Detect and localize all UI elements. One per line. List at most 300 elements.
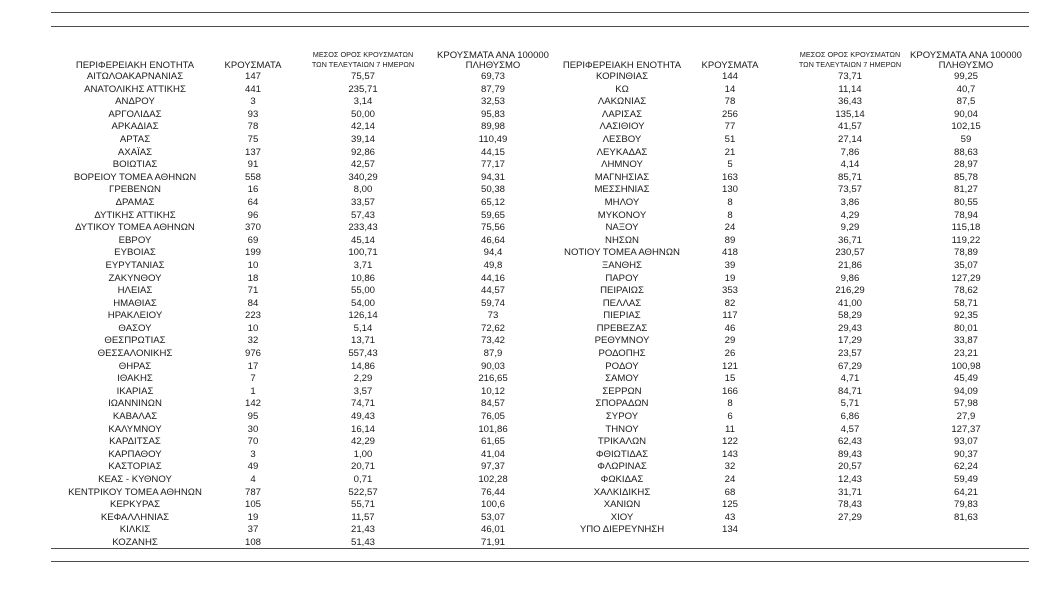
- cell-cases: 71: [247, 285, 259, 297]
- cell-per-100k: 28,97: [953, 159, 978, 171]
- header-per-line1: ΚΡΟΥΣΜΑΤΑ ΑΝΑ 100000: [437, 50, 549, 61]
- cell-region: ΛΕΥΚΑΔΑΣ: [596, 146, 648, 158]
- cell-cases: 17: [247, 360, 259, 372]
- cell-per-100k: 45,49: [953, 373, 978, 385]
- cell-cases: 441: [244, 83, 261, 95]
- cell-region: ΛΑΚΩΝΙΑΣ: [597, 96, 647, 108]
- header-per-line2: ΠΛΗΘΥΣΜΟ: [465, 60, 521, 71]
- cell-cases: 26: [724, 348, 736, 360]
- right-table: [550, 44, 1029, 537]
- cell-per-100k: 81,63: [953, 511, 978, 523]
- table-row: [550, 524, 1029, 537]
- table-row: [53, 398, 550, 411]
- cell-cases: 3: [250, 96, 256, 108]
- cell-region: ΔΥΤΙΚΗΣ ΑΤΤΙΚΗΣ: [94, 209, 176, 221]
- cell-per-100k: 95,83: [480, 108, 505, 120]
- table-row: [550, 147, 1029, 160]
- cell-per-100k: 100,98: [951, 360, 981, 372]
- cell-cases: 18: [247, 272, 259, 284]
- cell-avg-7d: 73,57: [837, 184, 862, 196]
- table-row: [53, 184, 550, 197]
- cell-cases: 16: [247, 184, 259, 196]
- table-row: [550, 159, 1029, 172]
- cell-region: ΘΕΣΣΑΛΟΝΙΚΗΣ: [97, 348, 173, 360]
- cell-avg-7d: 58,29: [837, 310, 862, 322]
- header-per-100k: [433, 51, 553, 71]
- table-row: [53, 461, 550, 474]
- header-avg-line1: ΜΕΣΟΣ ΟΡΟΣ ΚΡΟΥΣΜΑΤΩΝ: [799, 50, 901, 59]
- cell-cases: 134: [721, 524, 738, 536]
- cell-region: ΑΝΑΤΟΛΙΚΗΣ ΑΤΤΙΚΗΣ: [84, 83, 186, 95]
- cell-cases: 147: [244, 71, 261, 82]
- table-row: [550, 222, 1029, 235]
- table-row: [53, 487, 550, 500]
- cell-per-100k: 127,37: [951, 423, 981, 435]
- cell-cases: 418: [721, 247, 738, 259]
- cell-region: ΚΕΑΣ - ΚΥΘΝΟΥ: [98, 474, 172, 485]
- cell-cases: 21: [724, 146, 736, 158]
- cell-avg-7d: 54,00: [350, 297, 375, 309]
- cell-region: ΦΘΙΩΤΙΔΑΣ: [595, 448, 649, 460]
- cell-avg-7d: 216,29: [835, 285, 865, 297]
- cell-cases: 143: [721, 448, 738, 460]
- table-row: [550, 323, 1029, 336]
- cell-avg-7d: 74,71: [350, 398, 375, 410]
- cell-region: ΕΥΡΥΤΑΝΙΑΣ: [105, 259, 165, 271]
- cell-region: ΠΙΕΡΙΑΣ: [603, 310, 641, 322]
- cell-avg-7d: 4,57: [840, 423, 860, 435]
- cell-avg-7d: 6,86: [840, 411, 860, 423]
- cell-per-100k: 46,64: [480, 234, 505, 246]
- cell-per-100k: 84,57: [480, 398, 505, 410]
- cell-per-100k: 102,15: [951, 121, 981, 133]
- cell-cases: 30: [247, 423, 259, 435]
- cell-cases: 10: [247, 322, 259, 334]
- cell-cases: 199: [244, 247, 261, 259]
- left-table-body: [53, 71, 550, 550]
- cell-cases: 11: [725, 423, 735, 435]
- cell-cases: 137: [244, 146, 261, 158]
- table-row: [53, 210, 550, 223]
- cell-region: ΕΥΒΟΙΑΣ: [114, 247, 156, 259]
- cell-region: ΝΟΤΙΟΥ ΤΟΜΕΑ ΑΘΗΝΩΝ: [564, 247, 680, 259]
- cell-avg-7d: 100,71: [348, 247, 378, 259]
- cell-avg-7d: 33,57: [350, 196, 375, 208]
- cell-cases: 256: [721, 108, 738, 120]
- cell-region: ΠΡΕΒΕΖΑΣ: [596, 322, 648, 334]
- cell-per-100k: 44,57: [480, 285, 505, 297]
- cell-region: ΙΘΑΚΗΣ: [117, 373, 153, 385]
- table-row: [550, 273, 1029, 286]
- cell-avg-7d: 51,43: [350, 536, 375, 548]
- left-table-header: [53, 44, 550, 71]
- cell-avg-7d: 20,57: [837, 461, 862, 473]
- cell-per-100k: 90,03: [480, 360, 505, 372]
- cell-per-100k: 59,65: [480, 209, 505, 221]
- header-per-line1: ΚΡΟΥΣΜΑΤΑ ΑΝΑ 100000: [910, 50, 1022, 61]
- cell-region: ΚΑΡΠΑΘΟΥ: [108, 448, 162, 460]
- table-row: [550, 247, 1029, 260]
- cell-per-100k: 90,37: [953, 448, 978, 460]
- table-row: [53, 524, 550, 537]
- cell-region: ΚΑΣΤΟΡΙΑΣ: [108, 461, 162, 473]
- header-avg-line2: ΤΩΝ ΤΕΛΕΥΤΑΙΩΝ 7 ΗΜΕΡΩΝ: [798, 60, 902, 69]
- cell-region: ΑΡΤΑΣ: [119, 133, 151, 145]
- cell-per-100k: 78,62: [953, 285, 978, 297]
- table-row: [53, 474, 550, 487]
- table-row: [550, 285, 1029, 298]
- table-row: [550, 260, 1029, 273]
- table-row: [53, 298, 550, 311]
- cell-region: ΚΕΝΤΡΙΚΟΥ ΤΟΜΕΑ ΑΘΗΝΩΝ: [68, 486, 202, 498]
- cell-cases: 223: [244, 310, 261, 322]
- cell-per-100k: 94,4: [483, 247, 503, 259]
- header-cases: ΚΡΟΥΣΜΑΤΑ: [701, 60, 759, 71]
- cell-avg-7d: 2,29: [353, 373, 373, 385]
- cell-avg-7d: 57,43: [350, 209, 375, 221]
- table-row: [550, 474, 1029, 487]
- cell-cases: 49: [247, 461, 259, 473]
- cell-cases: 77: [724, 121, 736, 133]
- cell-region: ΒΟΙΩΤΙΑΣ: [112, 159, 158, 171]
- cell-region: ΔΡΑΜΑΣ: [115, 196, 155, 208]
- table-row: [53, 109, 550, 122]
- cell-per-100k: 33,87: [953, 335, 978, 347]
- header-per-100k: [906, 51, 1026, 71]
- table-row: [53, 335, 550, 348]
- cell-avg-7d: 5,71: [840, 398, 860, 410]
- cell-region: ΛΗΜΝΟΥ: [601, 159, 643, 171]
- bottom-rule-outer: [51, 561, 1029, 562]
- cell-region: ΣΑΜΟΥ: [605, 373, 639, 385]
- cell-cases: 125: [721, 499, 738, 511]
- cell-cases: 787: [244, 486, 261, 498]
- cell-avg-7d: 73,71: [837, 71, 862, 82]
- cell-avg-7d: 1,00: [353, 448, 373, 460]
- cell-avg-7d: 89,43: [837, 448, 862, 460]
- cell-cases: 15: [724, 373, 736, 385]
- cell-region: ΤΡΙΚΑΛΩΝ: [597, 436, 647, 448]
- cell-per-100k: 23,21: [953, 348, 978, 360]
- table-row: [53, 424, 550, 437]
- cell-region: ΜΗΛΟΥ: [604, 196, 640, 208]
- cell-avg-7d: 557,43: [348, 348, 378, 360]
- cell-per-100k: 75,56: [480, 222, 505, 234]
- table-row: [550, 512, 1029, 525]
- cell-per-100k: 69,73: [480, 71, 505, 82]
- cell-region: ΛΑΣΙΘΙΟΥ: [599, 121, 645, 133]
- table-row: [550, 398, 1029, 411]
- cell-region: ΑΡΚΑΔΙΑΣ: [111, 121, 159, 133]
- cell-region: ΙΩΑΝΝΙΝΩΝ: [108, 398, 162, 410]
- cell-per-100k: 216,65: [478, 373, 508, 385]
- cell-avg-7d: 55,71: [350, 499, 375, 511]
- table-row: [550, 84, 1029, 97]
- cell-per-100k: 73: [487, 310, 499, 322]
- cell-per-100k: 53,07: [480, 511, 505, 523]
- cell-cases: 4: [250, 474, 256, 485]
- cell-avg-7d: 11,14: [838, 83, 862, 95]
- table-row: [53, 134, 550, 147]
- cell-region: ΒΟΡΕΙΟΥ ΤΟΜΕΑ ΑΘΗΝΩΝ: [73, 171, 197, 183]
- cell-cases: 8: [727, 398, 733, 410]
- cell-avg-7d: 3,71: [353, 259, 373, 271]
- cell-avg-7d: 42,57: [350, 159, 375, 171]
- cell-region: ΦΛΩΡΙΝΑΣ: [597, 461, 647, 473]
- cell-avg-7d: 14,86: [350, 360, 375, 372]
- cell-region: ΕΒΡΟΥ: [118, 234, 152, 246]
- bottom-rule: [51, 548, 1029, 549]
- cell-avg-7d: 21,86: [837, 259, 862, 271]
- table-row: [53, 260, 550, 273]
- cell-region: ΧΙΟΥ: [610, 511, 634, 523]
- table-row: [53, 512, 550, 525]
- cell-per-100k: 90,04: [953, 108, 978, 120]
- cell-cases: 10: [247, 259, 259, 271]
- header-region: ΠΕΡΙΦΕΡΕΙΑΚΗ ΕΝΟΤΗΤΑ: [562, 60, 682, 71]
- cell-avg-7d: 29,43: [837, 322, 862, 334]
- cell-region: ΠΑΡΟΥ: [605, 272, 639, 284]
- cell-region: ΘΗΡΑΣ: [118, 360, 152, 372]
- table-row: [53, 386, 550, 399]
- cell-avg-7d: 42,14: [350, 121, 375, 133]
- cell-region: ΚΟΡΙΝΘΙΑΣ: [595, 71, 649, 82]
- cell-avg-7d: 126,14: [348, 310, 378, 322]
- cell-avg-7d: 4,71: [840, 373, 860, 385]
- cell-cases: 70: [247, 436, 259, 448]
- cell-avg-7d: 49,43: [350, 411, 375, 423]
- cell-cases: 51: [724, 133, 736, 145]
- cell-avg-7d: 31,71: [837, 486, 862, 498]
- cell-region: ΙΚΑΡΙΑΣ: [116, 385, 154, 397]
- cell-cases: 24: [724, 222, 736, 234]
- cell-region: ΑΝΔΡΟΥ: [115, 96, 155, 108]
- cell-cases: 105: [244, 499, 261, 511]
- cell-per-100k: 93,07: [953, 436, 978, 448]
- cell-per-100k: 99,25: [953, 71, 978, 82]
- cell-avg-7d: 78,43: [837, 499, 862, 511]
- cell-cases: 46: [724, 322, 736, 334]
- cell-region: ΚΩ: [615, 83, 629, 95]
- cell-avg-7d: 23,57: [837, 348, 862, 360]
- cell-region: ΗΛΕΙΑΣ: [117, 285, 153, 297]
- cell-cases: 78: [724, 96, 736, 108]
- cell-region: ΝΑΞΟΥ: [605, 222, 639, 234]
- cell-avg-7d: 12,43: [837, 474, 862, 485]
- header-avg: [303, 50, 423, 70]
- cell-cases: 6: [727, 411, 733, 423]
- cell-per-100k: 58,71: [953, 297, 978, 309]
- cell-region: ΚΕΡΚΥΡΑΣ: [109, 499, 160, 511]
- cell-avg-7d: 235,71: [348, 83, 378, 95]
- cell-per-100k: 89,98: [480, 121, 505, 133]
- table-row: [550, 134, 1029, 147]
- cell-region: ΜΥΚΟΝΟΥ: [597, 209, 647, 221]
- cell-region: ΛΕΣΒΟΥ: [602, 133, 642, 145]
- cell-cases: 19: [247, 511, 259, 523]
- cell-per-100k: 87,5: [956, 96, 976, 108]
- cell-cases: 117: [722, 310, 738, 322]
- cell-cases: 29: [724, 335, 736, 347]
- cell-per-100k: 78,89: [953, 247, 978, 259]
- cell-per-100k: 78,94: [953, 209, 978, 221]
- cell-per-100k: 44,15: [480, 146, 505, 158]
- cell-region: ΗΜΑΘΙΑΣ: [113, 297, 157, 309]
- table-row: [550, 96, 1029, 109]
- cell-per-100k: 100,6: [480, 499, 505, 511]
- cell-avg-7d: 4,14: [840, 159, 860, 171]
- cell-per-100k: 80,55: [953, 196, 978, 208]
- header-avg: [790, 50, 910, 70]
- cell-region: ΧΑΛΚΙΔΙΚΗΣ: [593, 486, 651, 498]
- cell-per-100k: 101,86: [478, 423, 508, 435]
- cell-cases: 122: [721, 436, 738, 448]
- cell-per-100k: 76,05: [480, 411, 505, 423]
- cell-per-100k: 119,22: [951, 234, 981, 246]
- cell-avg-7d: 62,43: [837, 436, 862, 448]
- cell-per-100k: 77,17: [480, 159, 505, 171]
- header-avg-line1: ΜΕΣΟΣ ΟΡΟΣ ΚΡΟΥΣΜΑΤΩΝ: [312, 50, 414, 59]
- cell-region: ΦΩΚΙΔΑΣ: [600, 474, 644, 485]
- cell-per-100k: 80,01: [953, 322, 978, 334]
- cell-region: ΜΑΓΝΗΣΙΑΣ: [594, 171, 650, 183]
- cell-avg-7d: 21,43: [350, 524, 375, 536]
- cell-avg-7d: 41,00: [837, 297, 862, 309]
- cell-avg-7d: 5,14: [353, 322, 373, 334]
- cell-per-100k: 64,21: [953, 486, 978, 498]
- cell-avg-7d: 7,86: [840, 146, 860, 158]
- cell-region: ΔΥΤΙΚΟΥ ΤΟΜΕΑ ΑΘΗΝΩΝ: [75, 222, 195, 234]
- cell-region: ΥΠΟ ΔΙΕΡΕΥΝΗΣΗ: [579, 524, 665, 536]
- cell-cases: 7: [250, 373, 256, 385]
- cell-avg-7d: 9,29: [840, 222, 860, 234]
- cell-per-100k: 115,18: [951, 222, 981, 234]
- cell-region: ΤΗΝΟΥ: [605, 423, 639, 435]
- cell-cases: 8: [727, 196, 733, 208]
- cell-cases: 93: [247, 108, 259, 120]
- cell-avg-7d: 50,00: [350, 108, 375, 120]
- cell-cases: 43: [724, 511, 736, 523]
- table-row: [550, 172, 1029, 185]
- cell-per-100k: 81,27: [953, 184, 978, 196]
- cell-avg-7d: 27,14: [837, 133, 862, 145]
- cell-region: ΞΑΝΘΗΣ: [602, 259, 642, 271]
- cell-region: ΚΙΛΚΙΣ: [119, 524, 151, 536]
- left-table: [53, 44, 550, 550]
- cell-region: ΗΡΑΚΛΕΙΟΥ: [107, 310, 163, 322]
- table-row: [53, 96, 550, 109]
- cell-region: ΡΟΔΟΠΗΣ: [598, 348, 646, 360]
- cell-region: ΑΧΑΪΑΣ: [117, 146, 153, 158]
- cell-avg-7d: 11,57: [351, 511, 375, 523]
- cell-region: ΚΑΒΑΛΑΣ: [112, 411, 158, 423]
- right-table-body: [550, 71, 1029, 537]
- cell-per-100k: 85,78: [953, 171, 978, 183]
- cell-cases: 3: [250, 448, 256, 460]
- cell-cases: 370: [244, 222, 261, 234]
- cell-region: ΡΕΘΥΜΝΟΥ: [594, 335, 650, 347]
- cell-avg-7d: 522,57: [348, 486, 378, 498]
- cell-avg-7d: 10,86: [350, 272, 375, 284]
- cell-avg-7d: 3,14: [353, 96, 373, 108]
- cell-cases: 32: [724, 461, 736, 473]
- cell-cases: 82: [724, 297, 736, 309]
- table-row: [550, 386, 1029, 399]
- table-row: [550, 411, 1029, 424]
- cell-avg-7d: 42,29: [350, 436, 375, 448]
- table-row: [550, 487, 1029, 500]
- cell-per-100k: 127,29: [951, 272, 981, 284]
- cell-avg-7d: 135,14: [835, 108, 865, 120]
- cell-cases: 1: [250, 385, 256, 397]
- top-rule: [51, 12, 1029, 13]
- table-row: [550, 499, 1029, 512]
- header-per-line2: ΠΛΗΘΥΣΜΟ: [938, 60, 994, 71]
- cell-cases: 95: [247, 411, 259, 423]
- cell-per-100k: 72,62: [480, 322, 505, 334]
- cell-avg-7d: 67,29: [837, 360, 862, 372]
- cell-region: ΓΡΕΒΕΝΩΝ: [109, 184, 161, 196]
- cell-per-100k: 87,9: [483, 348, 503, 360]
- cell-per-100k: 35,07: [953, 259, 978, 271]
- cell-region: ΑΙΤΩΛΟΑΚΑΡΝΑΝΙΑΣ: [86, 71, 184, 82]
- cell-per-100k: 57,98: [953, 398, 978, 410]
- table-row: [53, 71, 550, 84]
- cell-cases: 64: [247, 196, 259, 208]
- cell-per-100k: 76,44: [480, 486, 505, 498]
- cell-region: ΠΕΙΡΑΙΩΣ: [600, 285, 644, 297]
- cell-region: ΣΥΡΟΥ: [605, 411, 639, 423]
- cell-per-100k: 79,83: [953, 499, 978, 511]
- cell-per-100k: 65,12: [480, 196, 505, 208]
- table-row: [53, 147, 550, 160]
- cell-per-100k: 41,04: [480, 448, 505, 460]
- cell-per-100k: 59: [960, 133, 972, 145]
- table-row: [550, 298, 1029, 311]
- cell-avg-7d: 41,57: [837, 121, 862, 133]
- table-row: [550, 424, 1029, 437]
- cell-per-100k: 62,24: [953, 461, 978, 473]
- cell-cases: 976: [244, 348, 261, 360]
- cell-cases: 19: [724, 272, 736, 284]
- cell-cases: 130: [721, 184, 738, 196]
- cell-avg-7d: 0,71: [353, 474, 373, 485]
- cell-per-100k: 44,16: [480, 272, 505, 284]
- cell-region: ΣΠΟΡΑΔΩΝ: [595, 398, 649, 410]
- cell-avg-7d: 17,29: [837, 335, 862, 347]
- top-rule-inner: [51, 26, 1029, 27]
- cell-cases: 75: [247, 133, 259, 145]
- table-row: [550, 235, 1029, 248]
- header-region: ΠΕΡΙΦΕΡΕΙΑΚΗ ΕΝΟΤΗΤΑ: [75, 60, 195, 71]
- cell-per-100k: 59,49: [953, 474, 978, 485]
- cell-region: ΚΑΛΥΜΝΟΥ: [108, 423, 162, 435]
- table-row: [550, 71, 1029, 84]
- cell-avg-7d: 84,71: [837, 385, 862, 397]
- cell-avg-7d: 92,86: [350, 146, 375, 158]
- header-avg-line2: ΤΩΝ ΤΕΛΕΥΤΑΙΩΝ 7 ΗΜΕΡΩΝ: [311, 60, 415, 69]
- table-row: [53, 411, 550, 424]
- table-row: [550, 197, 1029, 210]
- table-row: [53, 172, 550, 185]
- cell-region: ΚΑΡΔΙΤΣΑΣ: [109, 436, 161, 448]
- cell-cases: 144: [721, 71, 738, 82]
- cell-per-100k: 94,31: [480, 171, 505, 183]
- cell-avg-7d: 16,14: [350, 423, 375, 435]
- cell-per-100k: 71,91: [480, 536, 505, 548]
- cell-per-100k: 61,65: [480, 436, 505, 448]
- cell-per-100k: 32,53: [480, 96, 505, 108]
